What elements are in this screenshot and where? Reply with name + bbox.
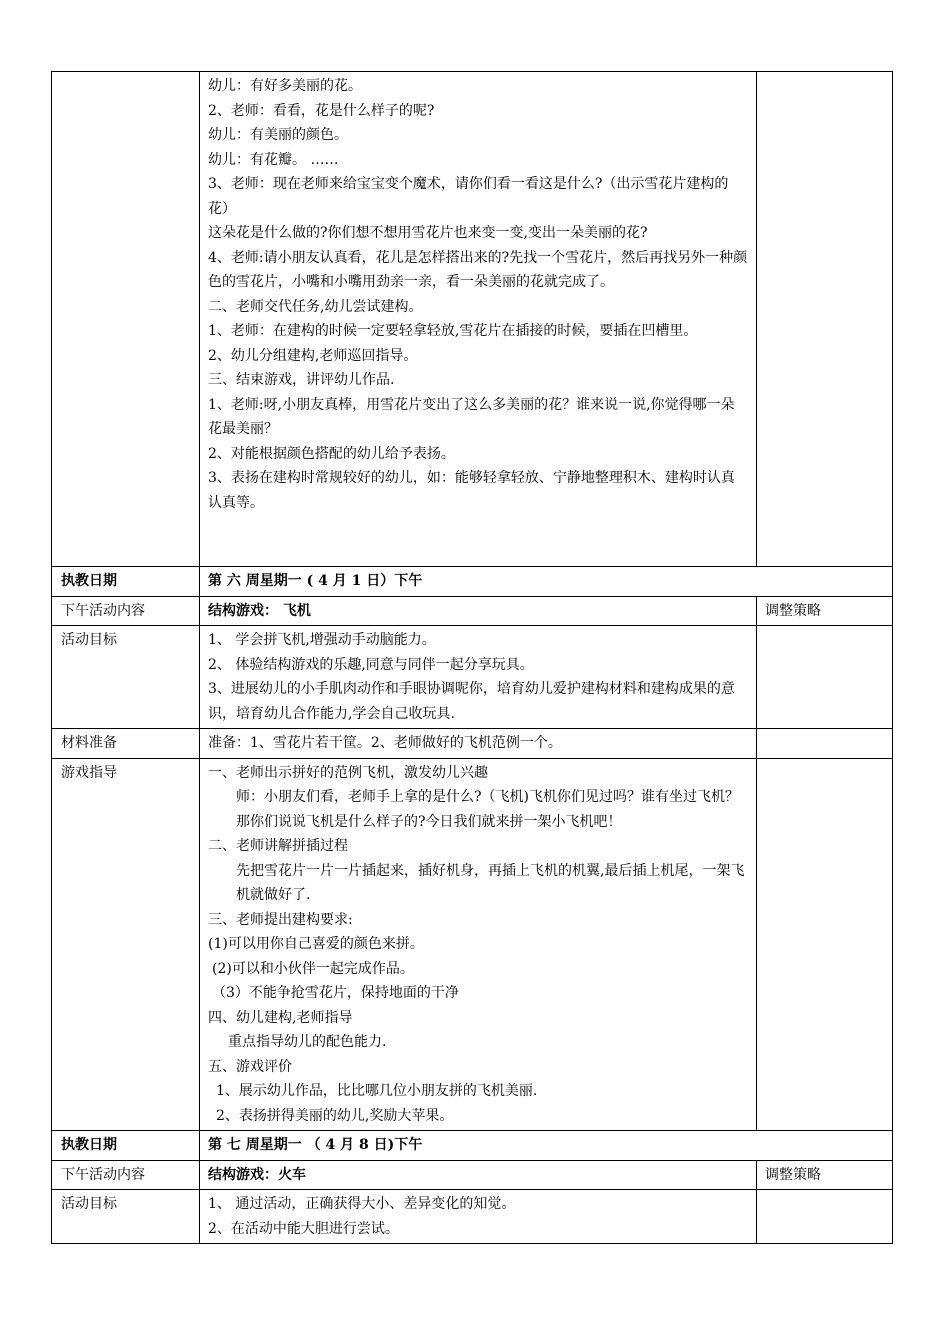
goal-item: 2、在活动中能大胆进行尝试。 <box>208 1220 399 1237</box>
goal-label: 活动目标 <box>52 626 200 729</box>
content-line: 三、结束游戏，讲评幼儿作品. <box>208 372 395 388</box>
continuation-content-cell <box>200 72 757 567</box>
content-line: 二、老师交代任务,幼儿尝试建构。 <box>208 298 423 315</box>
continuation-row <box>52 72 893 567</box>
continuation-label-cell <box>52 72 200 567</box>
strategy-label: 调整策略 <box>757 596 893 626</box>
session6-guide-row <box>52 758 893 1131</box>
content-value: 结构游戏： 飞机 <box>200 596 757 626</box>
date-label: 执教日期 <box>52 1131 200 1161</box>
content-label: 下午活动内容 <box>52 596 200 626</box>
guide-item: 先把雪花片一片一片插起来，插好机身，再插上飞机的机翼,最后插上机尾，一架飞机就做好了. <box>236 862 745 903</box>
session6-content-row <box>52 596 893 626</box>
content-line: 2、幼儿分组建构,老师巡回指导。 <box>208 347 418 364</box>
goal-strategy-cell <box>757 1190 893 1244</box>
content-line: 这朵花是什么做的?你们想不想用雪花片也来变一变,变出一朵美丽的花? <box>208 225 648 241</box>
guide-item: 四、幼儿建构,老师指导 <box>208 1009 353 1026</box>
content-line: 幼儿：有花瓣。 …… <box>208 151 339 168</box>
continuation-strategy-cell <box>757 72 893 567</box>
goal-strategy-cell <box>757 626 893 729</box>
material-value: 准备：1、雪花片若干筐。2、老师做好的飞机范例一个。 <box>200 729 757 759</box>
lesson-plan-table <box>51 71 893 1244</box>
lesson-plan-page <box>51 71 892 1244</box>
goal-item: 3、进展幼儿的小手肌肉动作和手眼协调呢你，培育幼儿爱护建构材料和建构成果的意识，培育幼儿合作能力,学会自己收玩具. <box>208 681 735 722</box>
content-line: 4、老师:请小朋友认真看，花儿是怎样搭出来的?先找一个雪花片，然后再找另外一种颜色的雪花片，小嘴和小嘴用劲亲一亲，看一朵美丽的花就完成了。 <box>208 249 748 290</box>
content-line: 1、老师:呀,小朋友真棒，用雪花片变出了这么多美丽的花？谁来说一说,你觉得哪一朵花最美丽？ <box>208 396 735 437</box>
strategy-label: 调整策略 <box>757 1160 893 1190</box>
session6-goal-row <box>52 626 893 729</box>
material-strategy-cell <box>757 729 893 759</box>
content-line: 2、老师：看看，花是什么样子的呢? <box>208 102 435 119</box>
material-label: 材料准备 <box>52 729 200 759</box>
date-label: 执教日期 <box>52 567 200 597</box>
content-line: 幼儿：有好多美丽的花。 <box>208 78 362 94</box>
goal-label: 活动目标 <box>52 1190 200 1244</box>
content-line: 3、老师：现在老师来给宝宝变个魔术，请你们看一看这是什么?（出示雪花片建构的花） <box>208 176 729 217</box>
content-line: 幼儿：有美丽的颜色。 <box>208 127 348 143</box>
goal-list <box>200 1190 757 1244</box>
guide-item: 师：小朋友们看，老师手上拿的是什么?（飞机)飞机你们见过吗？谁有坐过飞机？那你们说说飞机是什么样子的?今日我们就来拼一架小飞机吧！ <box>236 789 739 830</box>
guide-item: （3）不能争抢雪花片，保持地面的干净 <box>212 985 459 1001</box>
content-line: 1、老师：在建构的时候一定要轻拿轻放,雪花片在插接的时候，要插在凹槽里。 <box>208 323 698 339</box>
guide-item: 重点指导幼儿的配色能力. <box>228 1034 387 1050</box>
session7-goal-row <box>52 1190 893 1244</box>
guide-list <box>200 758 757 1131</box>
content-value: 结构游戏：火车 <box>200 1160 757 1190</box>
session6-date-row <box>52 567 893 597</box>
guide-item: 一、老师出示拼好的范例飞机，激发幼儿兴趣 <box>208 764 488 781</box>
session7-content-row <box>52 1160 893 1190</box>
guide-label: 游戏指导 <box>52 758 200 1131</box>
date-value: 第 六 周星期一 ( 4 月 1 日）下午 <box>200 567 893 597</box>
goal-list <box>200 626 757 729</box>
guide-item: 二、老师讲解拼插过程 <box>208 838 348 854</box>
session7-date-row <box>52 1131 893 1161</box>
content-label: 下午活动内容 <box>52 1160 200 1190</box>
guide-strategy-cell <box>757 758 893 1131</box>
goal-item: 1、 学会拼飞机,增强动手动脑能力。 <box>208 632 436 648</box>
guide-item: 1、展示幼儿作品，比比哪几位小朋友拼的飞机美丽. <box>216 1083 538 1099</box>
goal-item: 2、 体验结构游戏的乐趣,同意与同伴一起分享玩具。 <box>208 656 534 673</box>
guide-item: 五、游戏评价 <box>208 1058 292 1075</box>
content-line: 3、表扬在建构时常规较好的幼儿，如：能够轻拿轻放、宁静地整理积木、建构时认真认真等。 <box>208 470 735 511</box>
guide-item: 2、表扬拼得美丽的幼儿,奖励大苹果。 <box>216 1107 454 1124</box>
date-value: 第 七 周星期一 （ 4 月 8 日)下午 <box>200 1131 893 1161</box>
session6-material-row <box>52 729 893 759</box>
guide-item: 三、老师提出建构要求: <box>208 911 353 928</box>
guide-item: (1)可以用你自己喜爱的颜色来拼。 <box>208 936 424 952</box>
goal-item: 1、 通过活动，正确获得大小、差异变化的知觉。 <box>208 1196 516 1212</box>
content-line: 2、对能根据颜色搭配的幼儿给予表扬。 <box>208 445 455 462</box>
guide-item: (2)可以和小伙伴一起完成作品。 <box>212 960 414 977</box>
